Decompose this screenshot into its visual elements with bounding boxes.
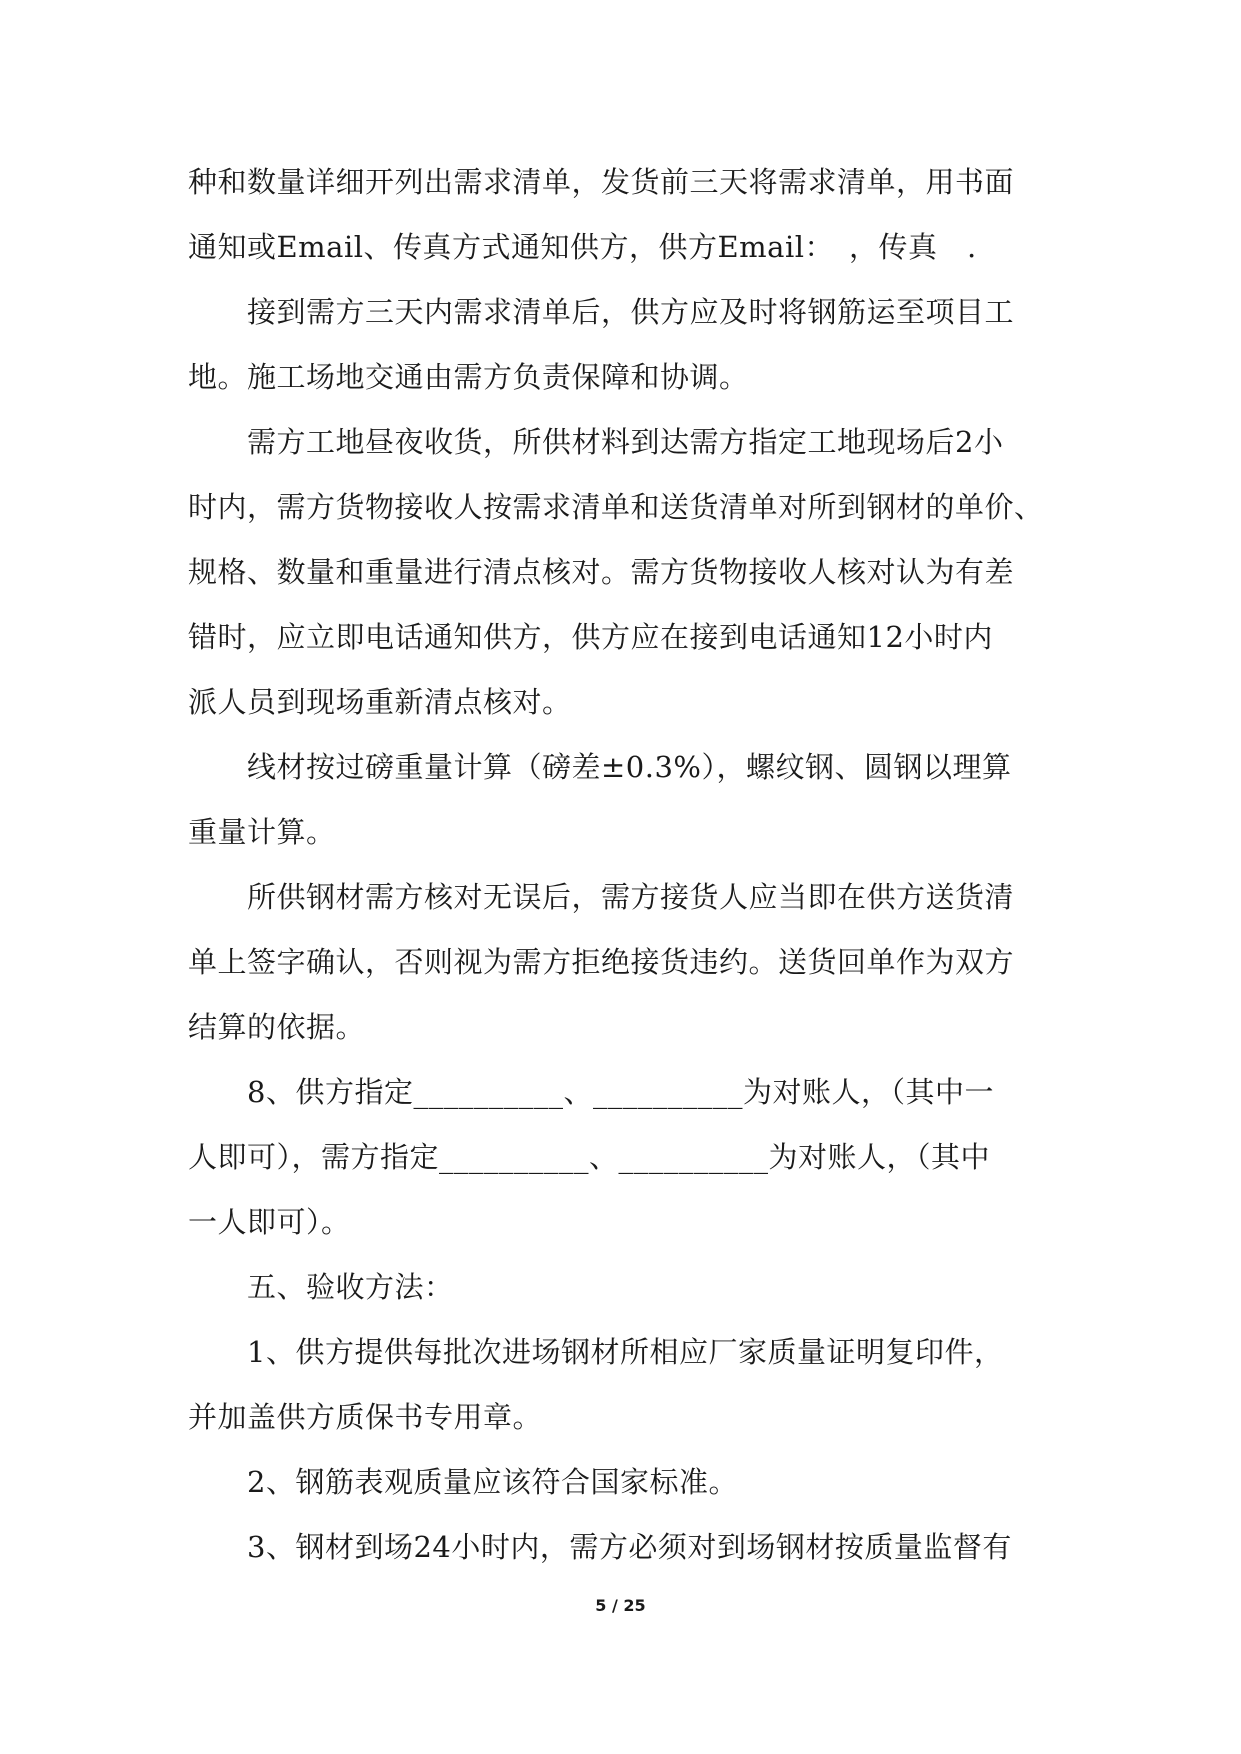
text-line: 地。施工场地交通由需方负责保障和协调。	[188, 360, 749, 394]
text-line: 1、供方提供每批次进场钢材所相应厂家质量证明复印件，	[188, 1335, 1004, 1369]
text-line: 通知或Email、传真方式通知供方，供方Email： ，传真 .	[188, 230, 977, 264]
text-line: 所供钢材需方核对无误后，需方接货人应当即在供方送货清	[188, 880, 1015, 914]
text-line: 一人即可）。	[188, 1205, 351, 1239]
text-line: 需方工地昼夜收货，所供材料到达需方指定工地现场后2小	[188, 425, 1004, 459]
text-line: 结算的依据。	[188, 1010, 366, 1044]
page-number: 5 / 25	[595, 1596, 646, 1615]
text-line: 规格、数量和重量进行清点核对。需方货物接收人核对认为有差	[188, 555, 1015, 589]
text-line: 接到需方三天内需求清单后，供方应及时将钢筋运至项目工	[188, 295, 1015, 329]
text-line: 2、钢筋表观质量应该符合国家标准。	[188, 1465, 738, 1499]
text-line: 并加盖供方质保书专用章。	[188, 1400, 543, 1434]
document-body	[188, 150, 1053, 1580]
text-line: 单上签字确认，否则视为需方拒绝接货违约。送货回单作为双方	[188, 945, 1015, 979]
text-line: 3、钢材到场24小时内，需方必须对到场钢材按质量监督有	[188, 1530, 1012, 1564]
text-line: 时内，需方货物接收人按需求清单和送货清单对所到钢材的单价、	[188, 490, 1044, 524]
text-line: 派人员到现场重新清点核对。	[188, 685, 572, 719]
document-text	[188, 150, 1053, 1580]
text-line: 错时，应立即电话通知供方，供方应在接到电话通知12小时内	[188, 620, 993, 654]
text-line: 五、验收方法：	[188, 1270, 454, 1304]
text-line: 种和数量详细开列出需求清单，发货前三天将需求清单，用书面	[188, 165, 1015, 199]
text-line: 8、供方指定__________、__________为对账人，（其中一	[188, 1075, 994, 1109]
text-line: 线材按过磅重量计算（磅差±0.3%），螺纹钢、圆钢以理算	[188, 750, 1012, 784]
text-line: 重量计算。	[188, 815, 336, 849]
text-line: 人即可），需方指定__________、__________为对账人，（其中	[188, 1140, 991, 1174]
